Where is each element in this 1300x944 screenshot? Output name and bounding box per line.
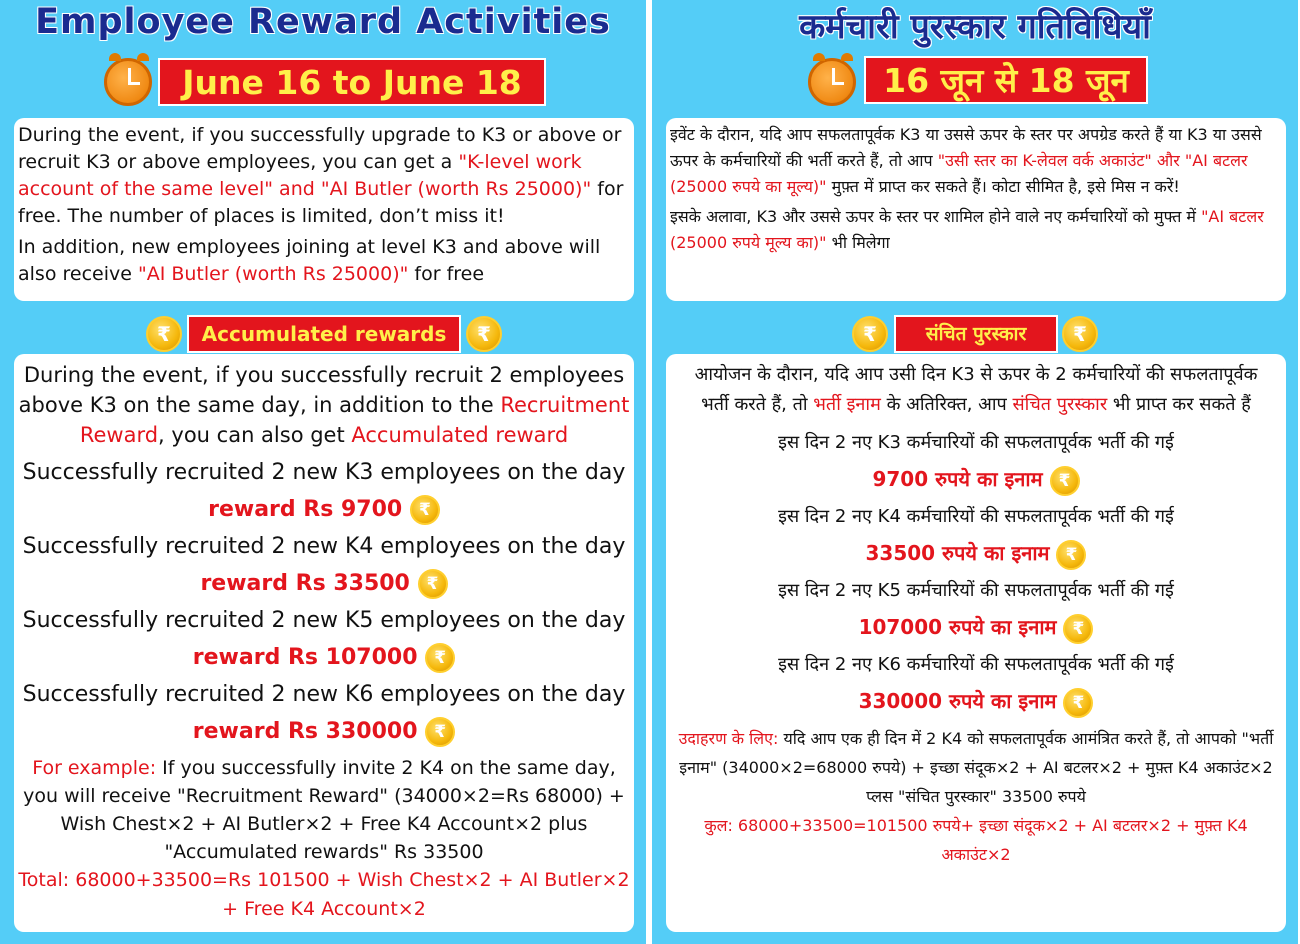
total-line: कुल: 68000+33500=101500 रुपये+ इच्छा संदूक×2 + AI बटलर×2 + मुफ़्त K4 अकाउंट×2 [704, 816, 1248, 864]
accumulated-reward-highlight: Accumulated reward [351, 423, 569, 447]
intro-card [666, 118, 1286, 301]
rewards-intro-text-3: भी प्राप्त कर सकते हैं [1107, 394, 1251, 415]
reward-tier-k5: इस दिन 2 नए K5 कर्मचारियों की सफलतापूर्वक भर्ती की गई [778, 580, 1174, 601]
reward-amount-text: reward Rs 9700 [208, 497, 403, 522]
intro2-text: इसके अलावा, K3 और उससे ऊपर के स्तर पर शामिल होने वाले नए कर्मचारियों को मुफ्त में [670, 207, 1202, 226]
reward-amount-text: 33500 रुपये का इनाम [865, 541, 1050, 565]
intro-paragraph-2 [666, 200, 1286, 256]
rewards-intro-text-2: के अतिरिक्त, आप [880, 394, 1013, 415]
reward-tier-k3: इस दिन 2 नए K3 कर्मचारियों की सफलतापूर्वक भर्ती की गई [778, 432, 1174, 453]
intro-highlight: "उसी स्तर का K-लेवल वर्क अकाउंट" और "AI बटलर (25000 रुपये का मूल्य)" [670, 151, 1248, 196]
recruitment-reward-highlight: भर्ती इनाम [813, 394, 881, 415]
intro-text: During the event, if you successfully upgrade to K3 or above or recruit K3 or above employees, you can get a [18, 124, 622, 173]
reward-tier-k5: Successfully recruited 2 new K5 employees on the day [22, 608, 626, 633]
example-label: For example: [32, 757, 157, 779]
intro-paragraph-2 [14, 230, 634, 288]
rupee-coin-icon: ₹ [146, 316, 182, 352]
reward-amount-k3 [666, 461, 1286, 498]
reward-amount-k5 [666, 609, 1286, 646]
reward-amount-text: reward Rs 33500 [200, 571, 410, 596]
rupee-coin-icon: ₹ [410, 495, 440, 525]
intro-text: इवेंट के दौरान, यदि आप सफलतापूर्वक K3 या उससे ऊपर के स्तर पर अपग्रेड करते हैं या K3 या उससे ऊपर के कर्मचारियों की भर्ती करते हैं, तो आप [670, 125, 1262, 170]
example-label: उदाहरण के लिए: [678, 729, 779, 748]
reward-tier-k3: Successfully recruited 2 new K3 employees on the day [22, 460, 626, 485]
intro-highlight: "K-level work account of the same level" and "AI Butler (worth Rs 25000)" [18, 151, 592, 200]
page-title: कर्मचारी पुरस्कार गतिविधियाँ [799, 7, 1151, 47]
reward-tier-k6: इस दिन 2 नए K6 कर्मचारियों की सफलतापूर्वक भर्ती की गई [778, 654, 1174, 675]
recruitment-reward-highlight: Recruitment Reward [79, 393, 630, 447]
rewards-intro-text: आयोजन के दौरान, यदि आप उसी दिन K3 से ऊपर के 2 कर्मचारियों की सफलतापूर्वक भर्ती करते हैं, तो [694, 364, 1258, 415]
rupee-coin-icon: ₹ [425, 643, 455, 673]
rupee-coin-icon: ₹ [1050, 466, 1080, 496]
rupee-coin-icon: ₹ [852, 316, 888, 352]
rupee-coin-icon: ₹ [1062, 316, 1098, 352]
rewards-intro [14, 360, 634, 450]
reward-tier-k4: इस दिन 2 नए K4 कर्मचारियों की सफलतापूर्वक भर्ती की गई [778, 506, 1174, 527]
intro-text-end: मुफ़्त में प्राप्त कर सकते हैं। कोटा सीमित है, इसे मिस न करें! [826, 177, 1180, 196]
rewards-card [666, 354, 1286, 932]
reward-amount-k6 [14, 713, 634, 750]
intro-paragraph-1 [14, 118, 634, 230]
intro-card [14, 118, 634, 301]
date-range-banner: June 16 to June 18 [158, 58, 546, 106]
example-paragraph [14, 754, 634, 866]
example-paragraph [666, 724, 1286, 811]
section-title: Accumulated rewards [187, 315, 461, 353]
rewards-card [14, 354, 634, 932]
reward-tier-k6: Successfully recruited 2 new K6 employees on the day [22, 682, 626, 707]
reward-amount-text: reward Rs 107000 [192, 645, 418, 670]
example-text: If you successfully invite 2 K4 on the same day, you will receive "Recruitment Reward" (34000×2=Rs 68000) + Wish Chest×2 + AI Butler×2 + Free K4 Account×2 plus "Accumulated rewards" Rs 33500 [23, 757, 625, 863]
reward-amount-text: 9700 रुपये का इनाम [872, 467, 1043, 491]
intro2-text-end: भी मिलेगा [826, 233, 890, 252]
reward-amount-k4 [14, 565, 634, 602]
alarm-clock-icon [104, 58, 152, 106]
intro-paragraph-1 [666, 118, 1286, 200]
intro2-highlight: "AI Butler (worth Rs 25000)" [137, 263, 409, 285]
rewards-intro-text-2: , you can also get [158, 423, 352, 447]
intro-text-end: for free. The number of places is limited, don’t miss it! [18, 178, 624, 227]
total-line: Total: 68000+33500=Rs 101500 + Wish Chest×2 + AI Butler×2 + Free K4 Account×2 [18, 869, 630, 920]
reward-amount-text: 107000 रुपये का इनाम [858, 615, 1057, 639]
rupee-coin-icon: ₹ [1063, 688, 1093, 718]
section-title: संचित पुरस्कार [894, 315, 1058, 353]
reward-amount-k4 [666, 535, 1286, 572]
english-panel [0, 0, 646, 944]
page-title: Employee Reward Activities [35, 2, 611, 42]
intro2-highlight: "AI बटलर (25000 रुपये मूल्य का)" [670, 207, 1264, 252]
rupee-coin-icon: ₹ [466, 316, 502, 352]
intro2-text-end: for free [408, 263, 485, 285]
rupee-coin-icon: ₹ [425, 717, 455, 747]
reward-amount-k3 [14, 491, 634, 528]
accumulated-reward-highlight: संचित पुरस्कार [1012, 394, 1108, 415]
reward-amount-text: reward Rs 330000 [192, 719, 418, 744]
example-text: यदि आप एक ही दिन में 2 K4 को सफलतापूर्वक आमंत्रित करते हैं, तो आपको "भर्ती इनाम" (34000×2=68000 रुपये) + इच्छा संदूक×2 + AI बटलर×2 + मुफ़्त K4 अकाउंट×2 प्लस "संचित पुरस्कार" 33500 रुपये [679, 729, 1274, 806]
intro2-text: In addition, new employees joining at level K3 and above will also receive [18, 236, 601, 285]
hindi-panel [652, 0, 1298, 944]
reward-amount-k6 [666, 683, 1286, 720]
rewards-intro-text: During the event, if you successfully recruit 2 employees above K3 on the same day, in addition to the [18, 363, 625, 417]
reward-tier-k4: Successfully recruited 2 new K4 employees on the day [22, 534, 626, 559]
rupee-coin-icon: ₹ [1063, 614, 1093, 644]
rewards-intro [666, 360, 1286, 420]
date-range-banner: 16 जून से 18 जून [864, 56, 1148, 104]
reward-amount-k5 [14, 639, 634, 676]
rupee-coin-icon: ₹ [1056, 540, 1086, 570]
reward-amount-text: 330000 रुपये का इनाम [858, 689, 1057, 713]
rupee-coin-icon: ₹ [418, 569, 448, 599]
alarm-clock-icon [808, 58, 856, 106]
